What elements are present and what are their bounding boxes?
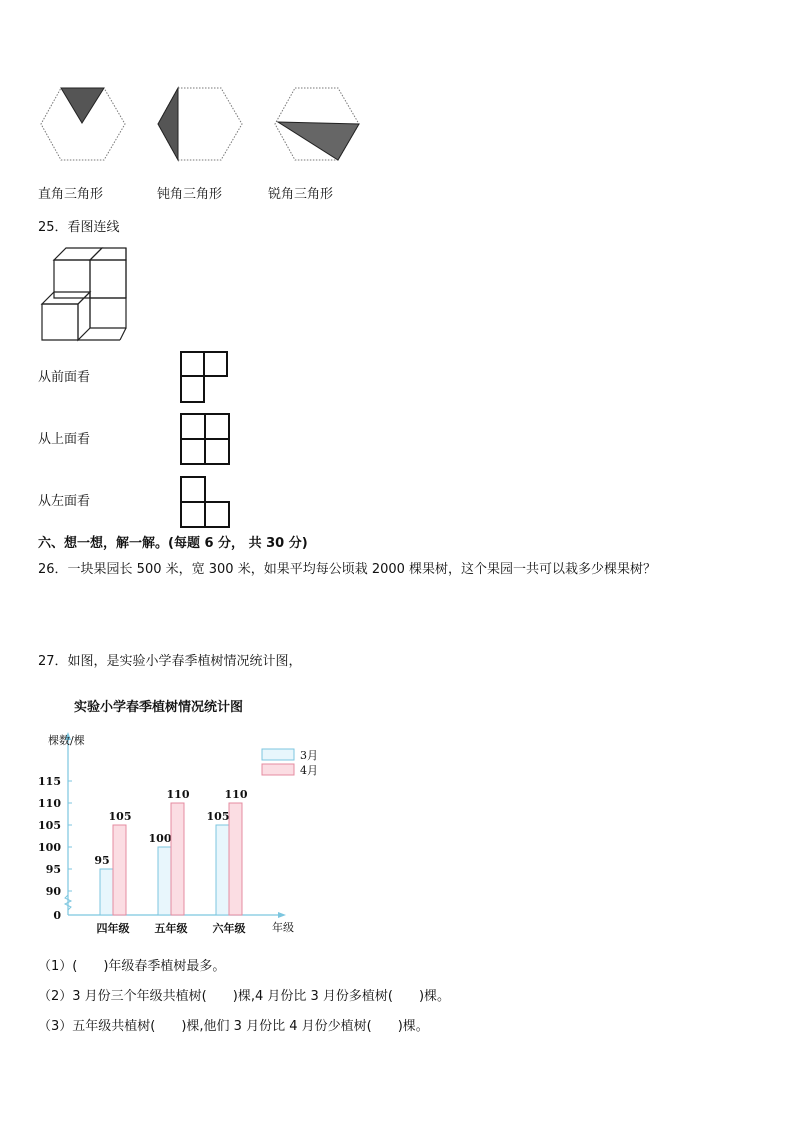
y-tick-label: 105 xyxy=(38,819,61,832)
view-top-label: 从上面看 xyxy=(38,432,91,447)
bar-data-label: 110 xyxy=(166,788,190,801)
legend-swatch xyxy=(262,749,294,760)
question-27-sub-1: （1）( )年级春季植树最多。 xyxy=(38,959,226,974)
question-27-intro: 27．如图，是实验小学春季植树情况统计图， xyxy=(38,654,302,669)
bar-data-label: 110 xyxy=(224,788,248,801)
view-figure-2 xyxy=(180,413,232,467)
hexagon-acute-triangle xyxy=(274,86,360,162)
question-26-text: 26．一块果园长 500 米，宽 300 米，如果平均每公顷栽 2000 棵果树，这个果园一共可以栽多少棵果树？ xyxy=(38,562,657,577)
question-27-sub-2: （2）3 月份三个年级共植树( )棵,4 月份比 3 月份多植树( )棵。 xyxy=(38,989,451,1004)
bar xyxy=(216,825,229,915)
x-axis-arrow xyxy=(278,912,286,918)
legend-swatch xyxy=(262,764,294,775)
view-left-label: 从左面看 xyxy=(38,494,91,509)
bar-data-label: 95 xyxy=(94,854,110,867)
question-25-title: 25．看图连线 xyxy=(38,220,120,235)
bar xyxy=(100,869,113,915)
bar-data-label: 100 xyxy=(148,832,172,845)
bar xyxy=(171,803,184,915)
bar xyxy=(158,847,171,915)
x-axis-label: 年级 xyxy=(272,921,294,934)
hexagon-obtuse-triangle xyxy=(157,86,243,162)
y-axis-label: 棵数/棵 xyxy=(48,734,85,747)
view-figure-3 xyxy=(180,476,232,530)
bar xyxy=(113,825,126,915)
chart-title: 实验小学春季植树情况统计图 xyxy=(74,700,244,715)
bar-chart xyxy=(30,728,318,940)
view-front-label: 从前面看 xyxy=(38,370,91,385)
bar xyxy=(229,803,242,915)
x-tick-label: 五年级 xyxy=(154,922,188,935)
label-obtuse-triangle: 钝角三角形 xyxy=(157,187,223,202)
y-tick-label: 110 xyxy=(38,797,61,810)
section-6-heading: 六、想一想，解一解。(每题 6 分， 共 30 分) xyxy=(38,536,308,551)
y-tick-label: 90 xyxy=(45,885,61,898)
y-tick-label: 100 xyxy=(38,841,61,854)
hexagon-right-triangle xyxy=(40,86,126,162)
y-tick-label: 95 xyxy=(45,863,61,876)
x-tick-label: 四年级 xyxy=(96,922,130,935)
bar-data-label: 105 xyxy=(206,810,230,823)
legend-label: 3月 xyxy=(300,749,318,762)
cube-solid-figure xyxy=(40,246,132,342)
y-tick-label: 115 xyxy=(38,775,61,788)
view-figure-1 xyxy=(180,351,230,405)
bar-data-label: 105 xyxy=(108,810,132,823)
legend-label: 4月 xyxy=(300,764,318,777)
question-27-sub-3: （3）五年级共植树( )棵,他们 3 月份比 4 月份少植树( )棵。 xyxy=(38,1019,429,1034)
y-tick-label: 0 xyxy=(53,909,61,922)
label-right-triangle: 直角三角形 xyxy=(38,187,104,202)
x-tick-label: 六年级 xyxy=(212,922,246,935)
label-acute-triangle: 锐角三角形 xyxy=(268,187,334,202)
